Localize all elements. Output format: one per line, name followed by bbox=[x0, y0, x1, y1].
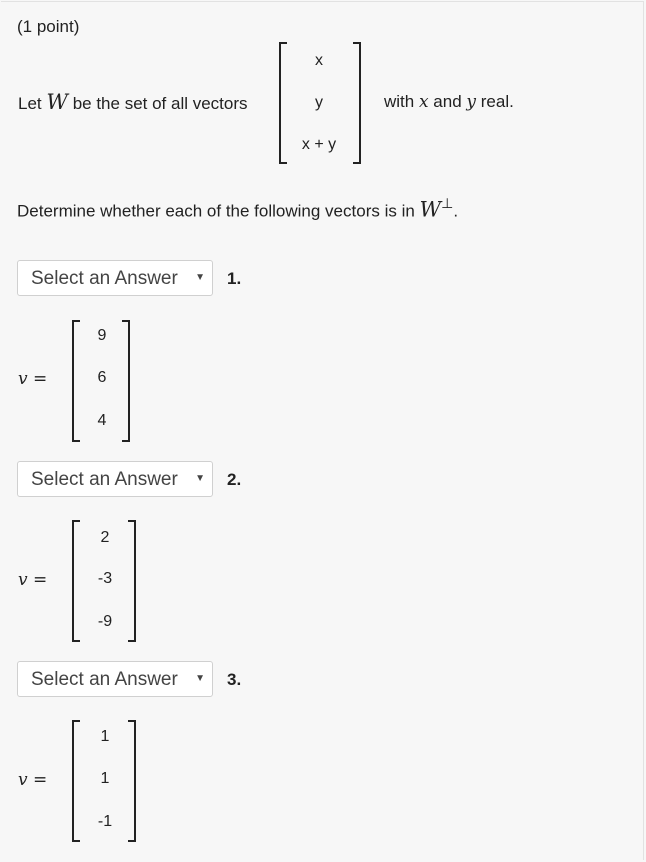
select-label: Select an Answer bbox=[31, 268, 178, 289]
vector-cell: 9 bbox=[97, 327, 107, 344]
intro-text-left bbox=[18, 92, 248, 114]
right-bracket bbox=[122, 320, 130, 442]
answer-select-2[interactable] bbox=[17, 461, 213, 497]
question-number-3: 3. bbox=[227, 670, 242, 689]
vector-cell: -3 bbox=[97, 570, 113, 587]
v-label-2 bbox=[18, 570, 47, 590]
problem-panel bbox=[1, 1, 644, 860]
real-word: real. bbox=[480, 92, 514, 111]
question-number-1: 1. bbox=[227, 269, 242, 288]
var-x: x bbox=[418, 92, 429, 112]
with-word: with bbox=[384, 92, 415, 111]
w-perp-symbol: W bbox=[419, 197, 442, 222]
v-label-1 bbox=[18, 369, 47, 389]
vector-cell: 4 bbox=[97, 412, 107, 429]
answer-select-3[interactable] bbox=[17, 661, 213, 697]
let-word: Let bbox=[18, 94, 42, 113]
question-number-2: 2. bbox=[227, 470, 242, 489]
intro-text-right bbox=[384, 92, 514, 112]
intro-vector-cell: x + y bbox=[301, 136, 337, 153]
instruction-text bbox=[17, 195, 458, 222]
vector-cell: -1 bbox=[97, 813, 113, 830]
right-bracket bbox=[128, 720, 136, 842]
intro-vector-cell: y bbox=[315, 94, 323, 111]
intro-vector-cell: x bbox=[315, 52, 323, 69]
left-bracket bbox=[279, 42, 287, 164]
answer-select-1[interactable] bbox=[17, 260, 213, 296]
v-equals: v = bbox=[18, 570, 48, 590]
v-equals: v = bbox=[18, 369, 48, 389]
chevron-down-icon: ▼ bbox=[195, 272, 205, 283]
select-label: Select an Answer bbox=[31, 469, 178, 490]
be-text: be the set of all vectors bbox=[72, 94, 248, 113]
select-label: Select an Answer bbox=[31, 669, 178, 690]
instruction-sentence: Determine whether each of the following vectors is in bbox=[17, 201, 415, 221]
points-label: (1 point) bbox=[17, 17, 80, 36]
chevron-down-icon: ▼ bbox=[195, 473, 205, 484]
vector-cell: 6 bbox=[97, 369, 107, 386]
perp-symbol: ⊥ bbox=[441, 195, 454, 211]
right-bracket bbox=[128, 520, 136, 642]
var-y: y bbox=[466, 92, 477, 112]
vector-cell: 1 bbox=[100, 728, 110, 745]
chevron-down-icon: ▼ bbox=[195, 673, 205, 684]
right-bracket bbox=[353, 42, 361, 164]
set-symbol-w: W bbox=[46, 90, 68, 114]
vector-cell: -9 bbox=[97, 613, 113, 630]
and-word: and bbox=[433, 92, 462, 111]
instruction-period: . bbox=[453, 201, 459, 221]
vector-cell: 2 bbox=[100, 529, 110, 546]
vector-cell: 1 bbox=[100, 770, 110, 787]
v-equals: v = bbox=[18, 770, 48, 790]
v-label-3 bbox=[18, 770, 47, 790]
